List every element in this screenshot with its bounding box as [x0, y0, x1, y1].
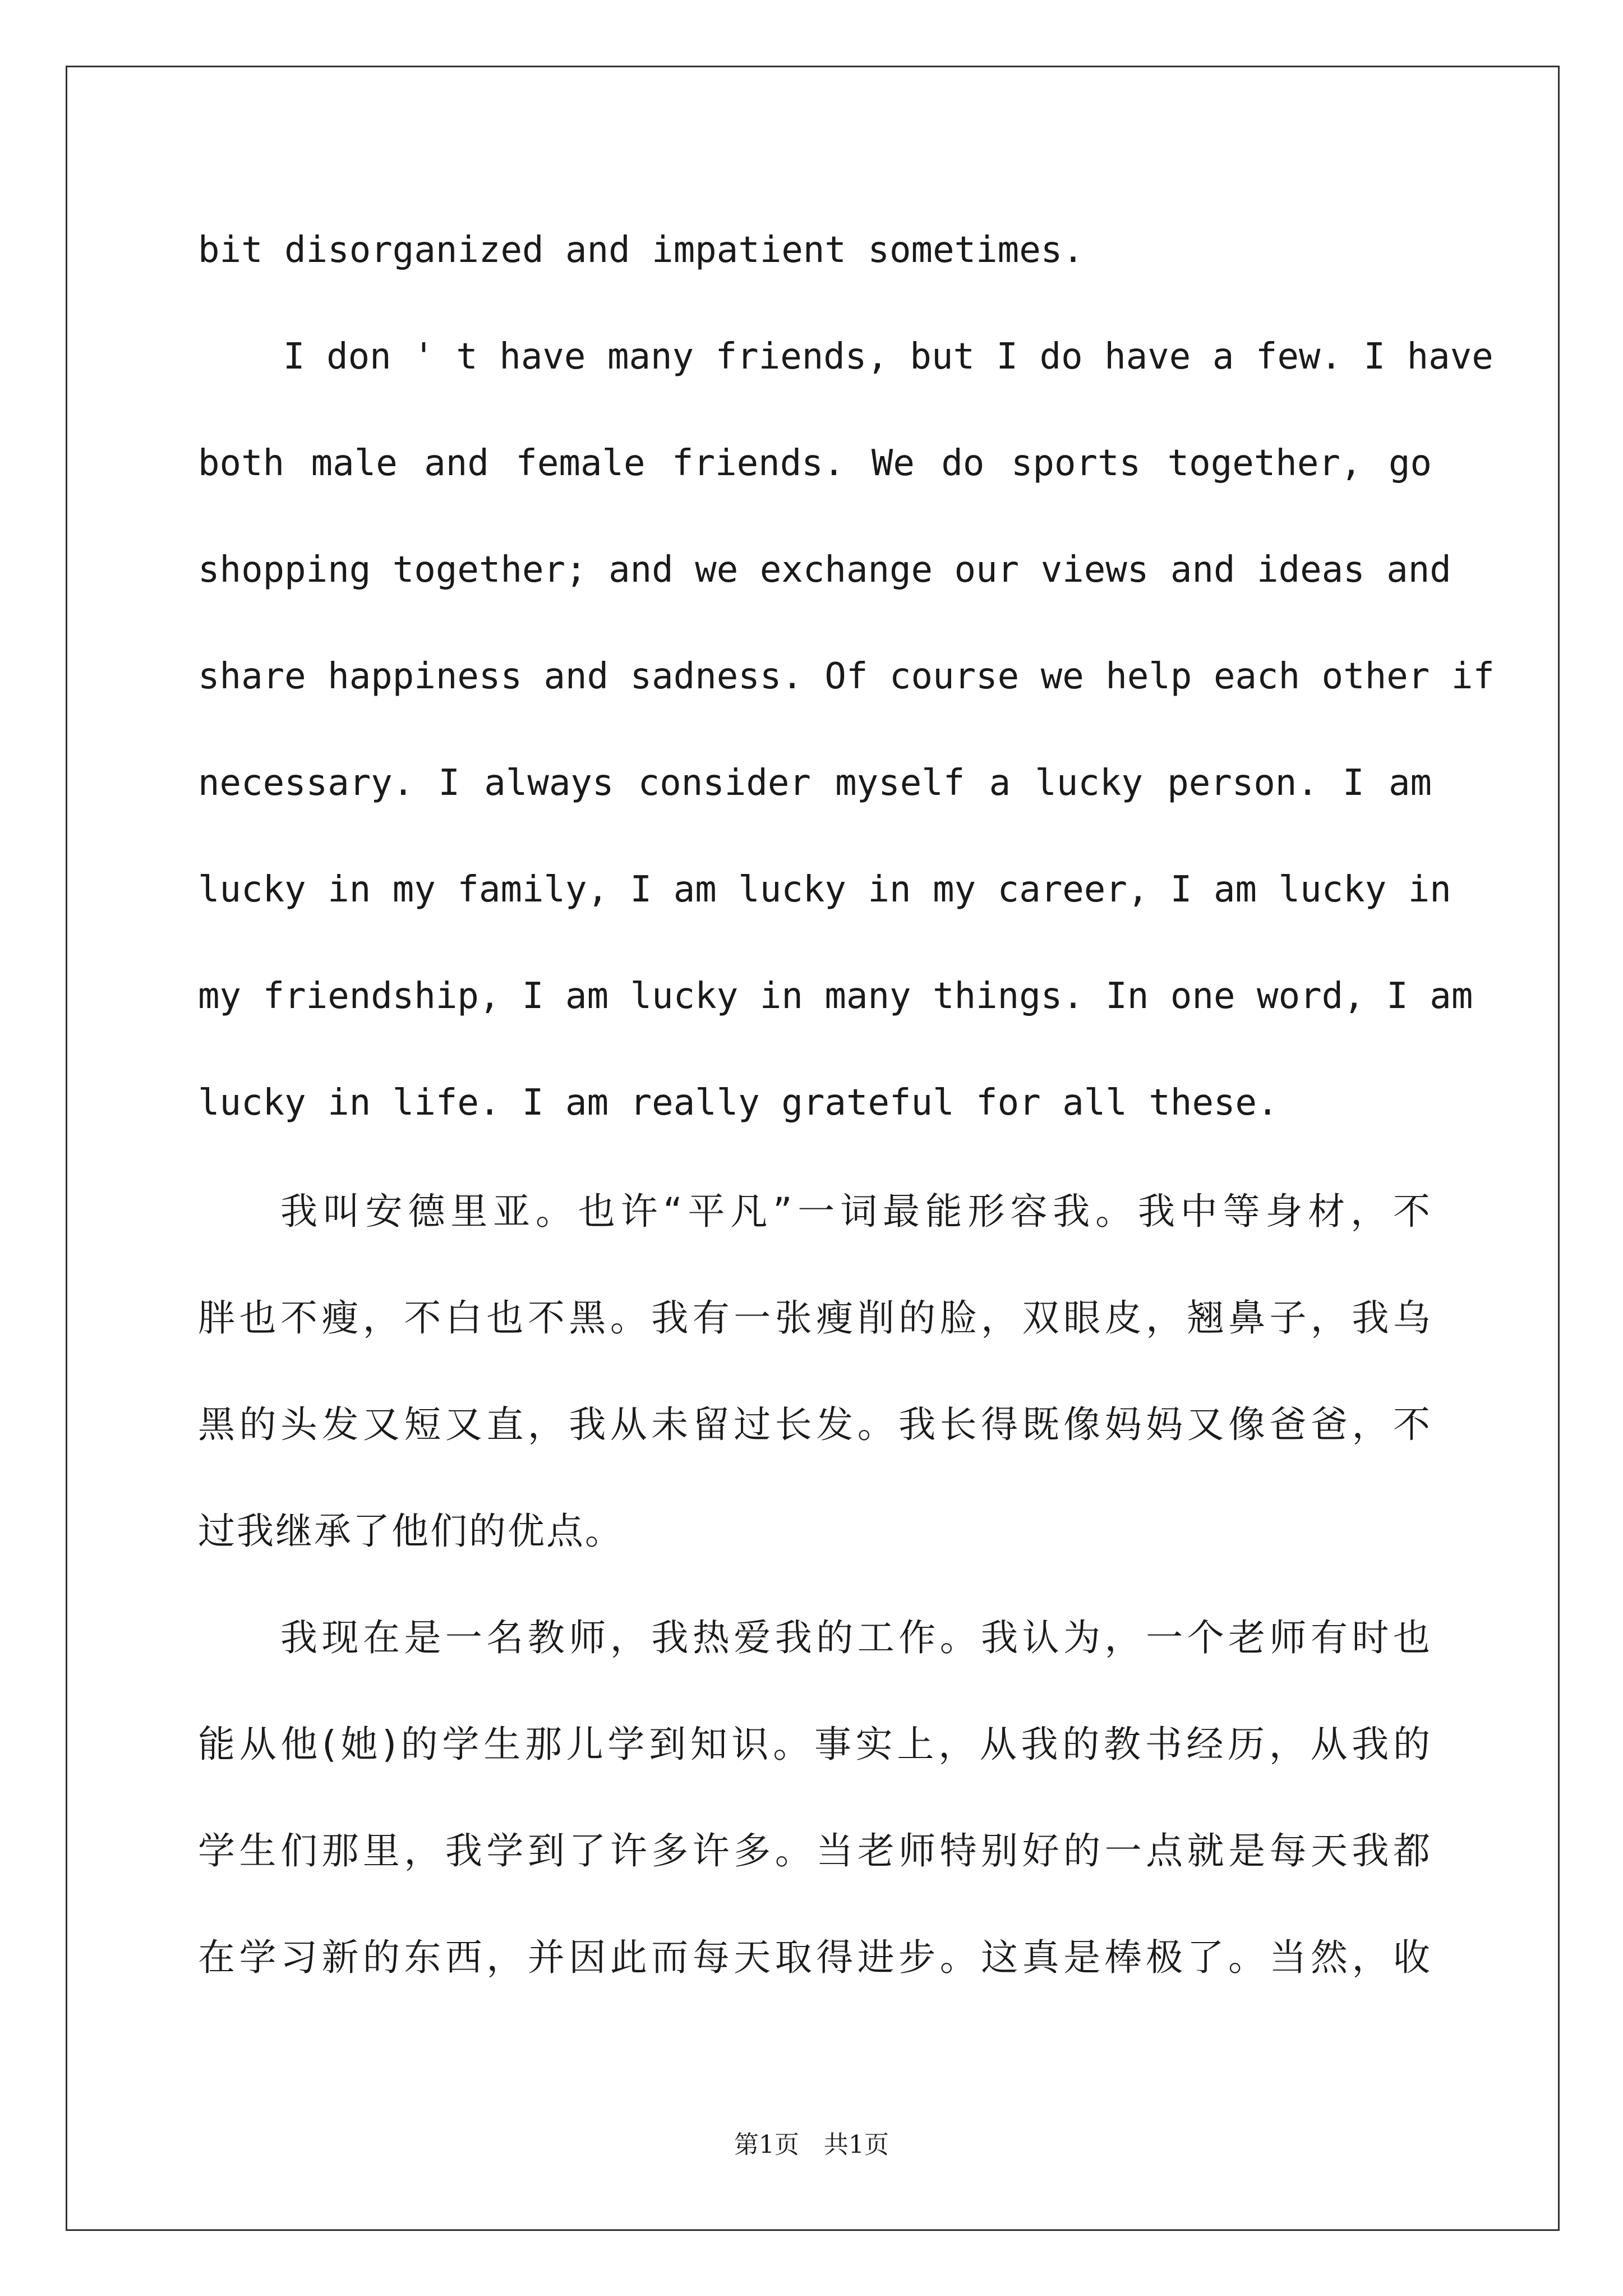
text-line: 黑的头发又短又直，我从未留过长发。我长得既像妈妈又像爸爸，不: [198, 1403, 1432, 1446]
text-line: both male and female friends. We do sports together, go: [198, 443, 1432, 484]
text-line: I don ' t have many friends, but I do have a few. I have: [283, 336, 1493, 378]
text-line: 在学习新的东西，并因此而每天取得进步。这真是棒极了。当然，收: [198, 1936, 1432, 1979]
text-line: 能从他(她)的学生那儿学到知识。事实上，从我的教书经历，从我的: [198, 1723, 1432, 1766]
text-line: 我叫安德里亚。也许“平凡”一词最能形容我。我中等身材，不: [280, 1190, 1432, 1233]
text-line: my friendship, I am lucky in many things. In one word, I am: [198, 976, 1473, 1017]
page-frame: [66, 66, 1560, 2231]
text-line: necessary. I always consider myself a lucky person. I am: [198, 762, 1432, 804]
text-line: bit disorganized and impatient sometimes.: [198, 229, 1084, 271]
text-line: 过我继承了他们的优点。: [198, 1510, 624, 1553]
text-line: lucky in life. I am really grateful for all these.: [198, 1082, 1279, 1124]
text-line: 学生们那里，我学到了许多许多。当老师特别好的一点就是每天我都: [198, 1829, 1432, 1872]
page-number: 第1页 共1页: [734, 2131, 889, 2159]
text-line: lucky in my family, I am lucky in my career, I am lucky in: [198, 869, 1451, 910]
text-line: 我现在是一名教师，我热爱我的工作。我认为，一个老师有时也: [280, 1616, 1432, 1659]
text-line: share happiness and sadness. Of course we help each other if: [198, 656, 1495, 697]
text-line: 胖也不瘦，不白也不黑。我有一张瘦削的脸，双眼皮，翘鼻子，我乌: [198, 1296, 1432, 1340]
text-line: shopping together; and we exchange our views and ideas and: [198, 549, 1451, 591]
